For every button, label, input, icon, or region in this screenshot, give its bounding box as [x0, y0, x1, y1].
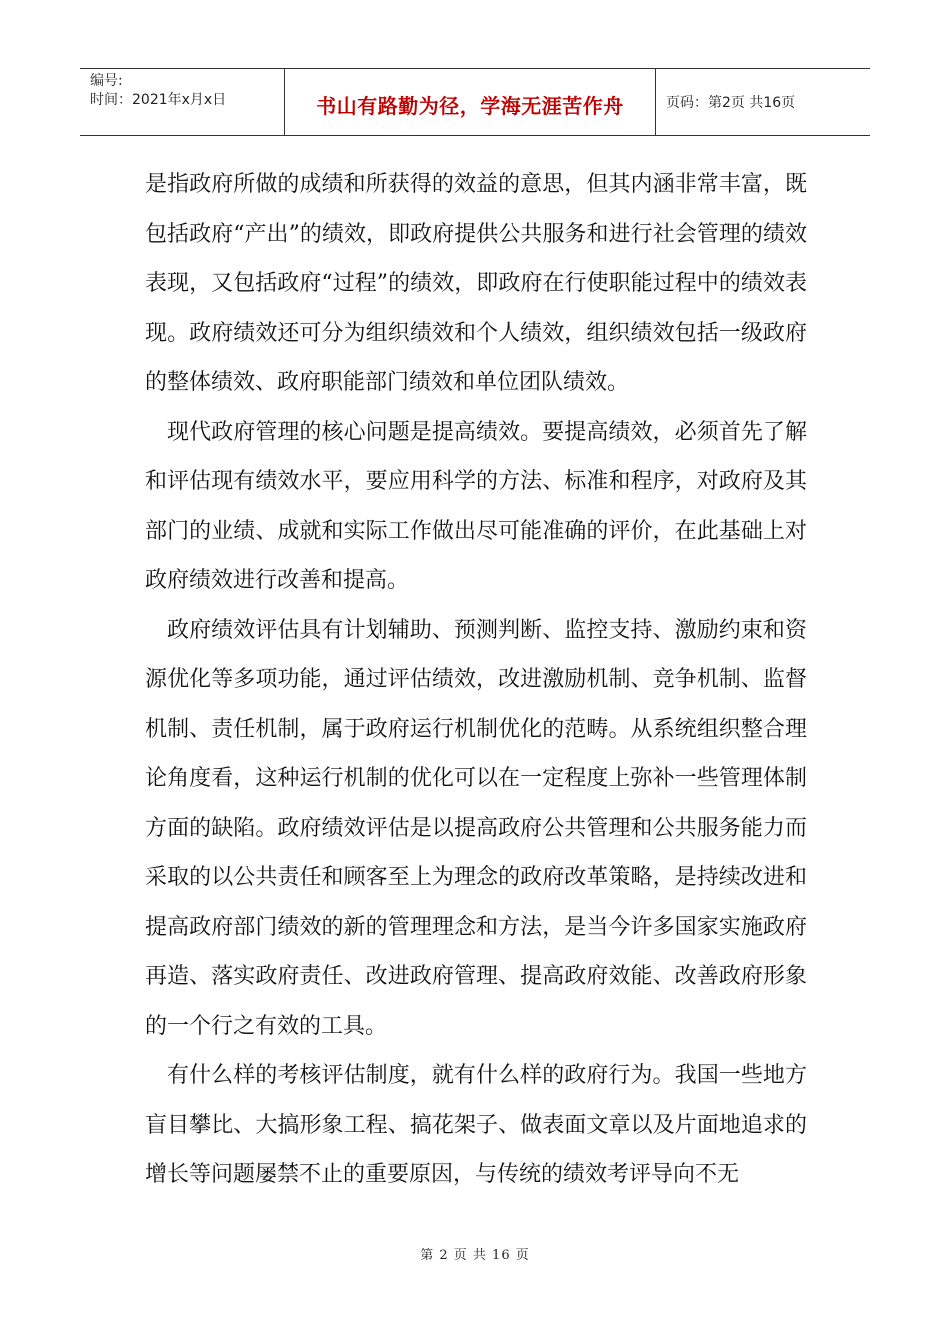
header-table — [80, 68, 870, 136]
document-body — [145, 160, 807, 1200]
page-footer: 第 2 页 共 16 页 — [420, 1248, 530, 1263]
header-meta — [80, 69, 284, 135]
header-page-info: 页码：第2页 共16页 — [666, 95, 796, 111]
paragraph: 政府绩效评估具有计划辅助、预测判断、监控支持、激励约束和资源优化等多项功能，通过评估绩效，改进激励机制、竞争机制、监督机制、责任机制，属于政府运行机制优化的范畴。从系统组织整合理论角度看，这种运行机制的优化可以在一定程度上弥补一些管理体制方面的缺陷。政府绩效评估是以提高政府公共管理和公共服务能力而采取的以公共责任和顾客至上为理念的政府改革策略，是持续改进和提高政府部门绩效的新的管理理念和方法，是当今许多国家实施政府再造、落实政府责任、改进政府管理、提高政府效能、改善政府形象的一个行之有效的工具。 — [145, 617, 807, 1039]
header-motto: 书山有路勤为径，学海无涯苦作舟 — [284, 69, 656, 135]
number-label: 编号: — [90, 73, 123, 89]
paragraph: 是指政府所做的成绩和所获得的效益的意思，但其内涵非常丰富，既包括政府“产出”的绩效，即政府提供公共服务和进行社会管理的绩效表现，又包括政府“过程”的绩效，即政府在行使职能过程中的绩效表现。政府绩效还可分为组织绩效和个人绩效，组织绩效包括一级政府的整体绩效、政府职能部门绩效和单位团队绩效。 — [145, 172, 807, 395]
paragraph: 现代政府管理的核心问题是提高绩效。要提高绩效，必须首先了解和评估现有绩效水平，要应用科学的方法、标准和程序，对政府及其部门的业绩、成就和实际工作做出尽可能准确的评价，在此基础上对政府绩效进行改善和提高。 — [145, 419, 807, 593]
date-line: 时间：2021年x月x日 — [90, 92, 227, 108]
paragraph: 有什么样的考核评估制度，就有什么样的政府行为。我国一些地方盲目攀比、大搞形象工程、搞花架子、做表面文章以及片面地追求的增长等问题屡禁不止的重要原因，与传统的绩效考评导向不无 — [145, 1063, 807, 1187]
